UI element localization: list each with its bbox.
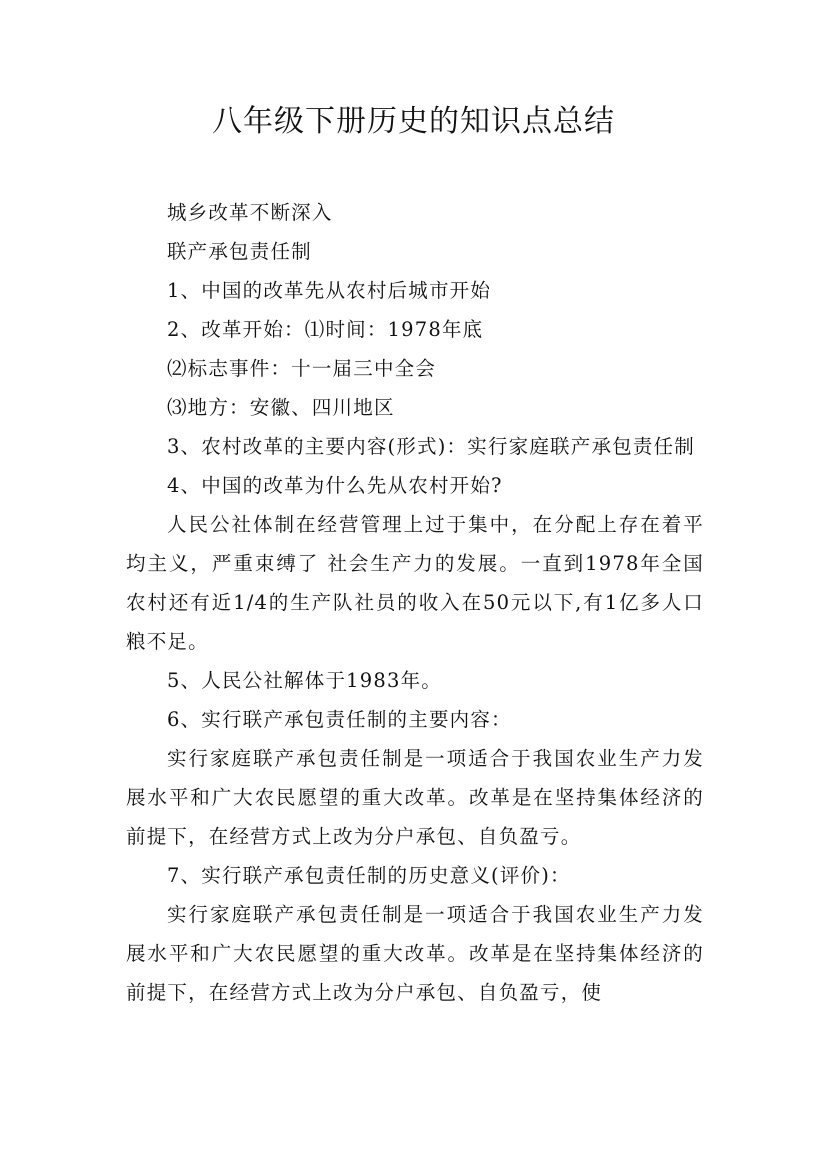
paragraph: ⑶地方：安徽、四川地区 — [166, 396, 395, 419]
paragraph: 联产承包责任制 — [166, 240, 312, 263]
document-title: 八年级下册历史的知识点总结 — [212, 104, 615, 139]
paragraph: 4、中国的改革为什么先从农村开始? — [166, 474, 503, 497]
paragraph: ⑵标志事件：十一届三中全会 — [166, 357, 437, 380]
paragraph: 7、实行联产承包责任制的历史意义(评价)： — [166, 864, 571, 887]
paragraph: 6、实行联产承包责任制的主要内容： — [166, 708, 512, 731]
paragraph: 人民公社体制在经营管理上过于集中，在分配上存在着平均主义，严重束缚了 社会生产力的发展。一直到1978年全国农村还有近1/4的生产队社员的收入在50元以下,有1亿多人口粮不足。 — [126, 513, 704, 653]
document-body — [126, 193, 704, 1012]
paragraph: 城乡改革不断深入 — [166, 201, 333, 224]
paragraph: 3、农村改革的主要内容(形式)：实行家庭联产承包责任制 — [166, 435, 695, 458]
paragraph: 1、中国的改革先从农村后城市开始 — [166, 279, 492, 302]
paragraph: 2、改革开始：⑴时间：1978年底 — [166, 318, 484, 341]
paragraph: 实行家庭联产承包责任制是一项适合于我国农业生产力发展水平和广大农民愿望的重大改革。改革是在坚持集体经济的前提下，在经营方式上改为分户承包、自负盈亏。 — [126, 747, 704, 848]
paragraph: 5、人民公社解体于1983年。 — [166, 669, 442, 692]
paragraph: 实行家庭联产承包责任制是一项适合于我国农业生产力发展水平和广大农民愿望的重大改革。改革是在坚持集体经济的前提下，在经营方式上改为分户承包、自负盈亏，使 — [126, 903, 704, 1004]
